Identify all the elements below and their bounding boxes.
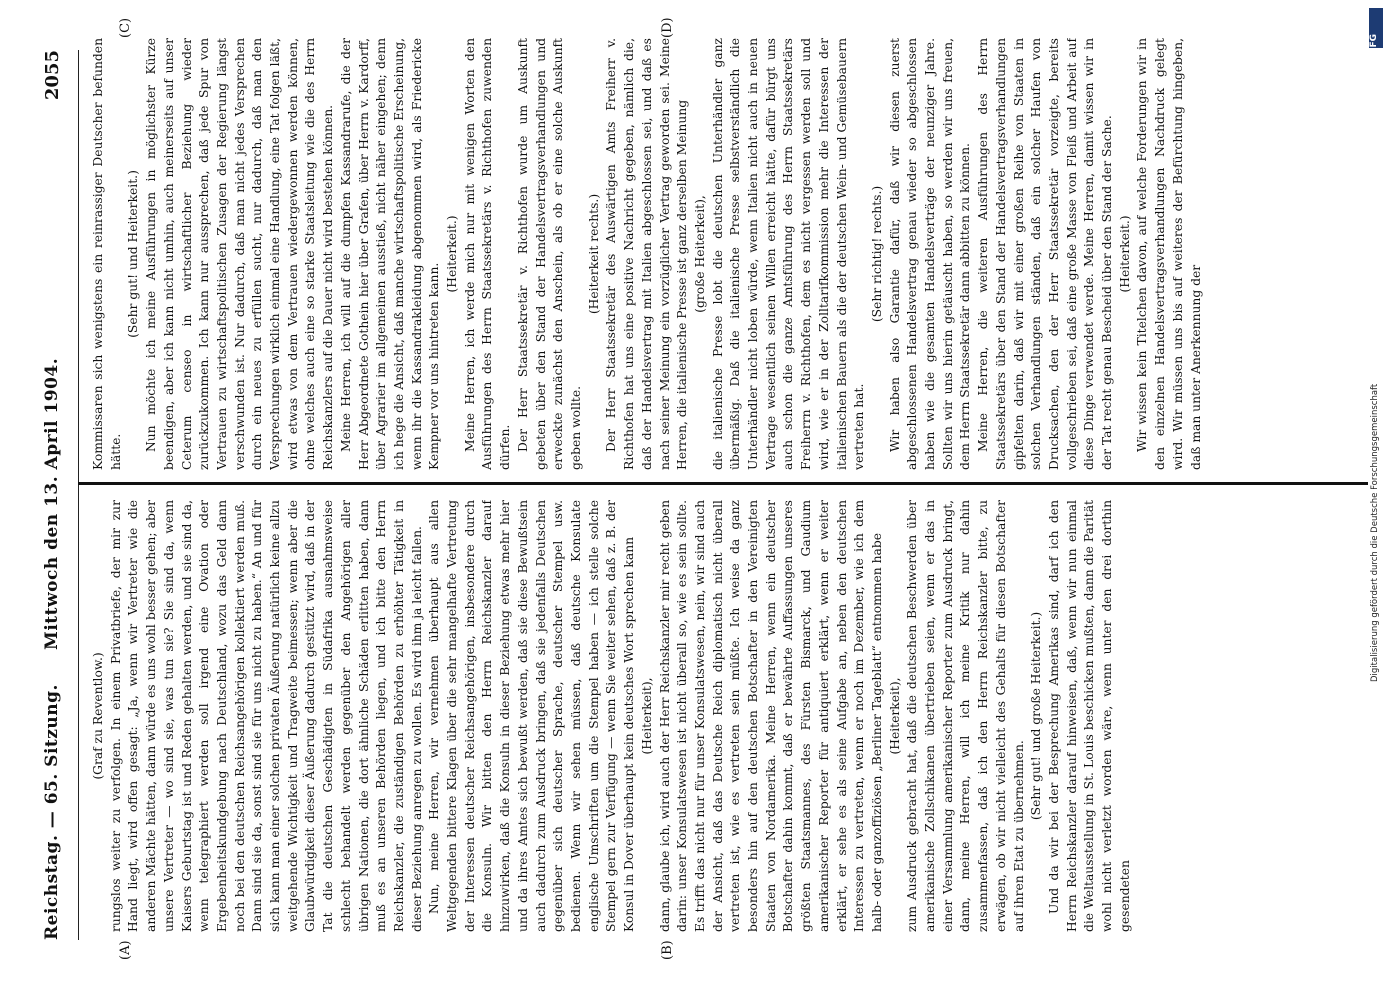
margin-marker-b: (B) bbox=[660, 940, 675, 960]
paragraph: Der Herr Staatssekretär v. Richthofen wurde um Auskunft gebeten über den Stand der Handelsvertragsverhandlungen und erweckte zunächst den Anschein, als ob er eine solche Auskunft geben wollte. bbox=[515, 38, 583, 470]
paragraph: Der Herr Staatssekretär des Auswärtigen Amts Freiherr v. Richthofen hat uns eine positive Nachricht gegeben, nämlich die, daß der Handelsvertrag mit Italien abgeschlossen sei, und daß es nach seiner Meinung ein vorzüglicher Vertrag geworden sei. Meine Herren, die italienische Presse ist ganz derselben Meinung bbox=[604, 38, 690, 470]
paragraph: rungslos weiter zu verfolgen. In einem Privatbriefe, der mir zur Hand liegt, wird offen gesagt: „Ja, wenn wir Vertreter wie die anderen Mächte hätten, dann würde es uns wohl besser gehen; aber unsere Vertreter — wo sind sie, was tun sie? Sie sind da, wenn Kaisers Geburtstag ist und Reden gehalten werden, und sie sind da, wenn telegraphiert werden soll irgend eine Ovation oder Ergebenheitskundgebung nach Deutschland, wozu das Geld dann noch bei den deutschen Reichsangehörigen kollektiert werden muß. Dann sind sie da, sonst sind sie für uns nicht zu haben.“ An und für sich kann man einer solchen privaten Äußerung natürlich keine allzu weitgehende Wichtigkeit und Tragweite beimessen; wenn aber die Glaubwürdigkeit dieser Äußerung dadurch gestützt wird, daß in der Tat die deutschen Geschädigten in Südafrika ausnahmsweise schlecht behandelt werden gegenüber den Angehörigen aller übrigen Nationen, die dort ähnliche Schäden erlitten haben, dann muß es an unseren Behörden liegen, und ich bitte den Herrn Reichskanzler, die zuständigen Behörden zu erhöhter Tätigkeit in dieser Beziehung anregen zu wollen. Es wird ihm ja leicht fallen. bbox=[108, 500, 424, 932]
paragraph: Kommissaren sich wenigstens ein reinrassiger Deutscher befunden hätte. bbox=[91, 38, 123, 470]
interjection: (Heiterkeit), bbox=[639, 677, 654, 755]
column-divider bbox=[78, 482, 1368, 485]
paragraph: zum Ausdruck gebracht hat, daß die deutschen Beschwerden über amerikanische Zollschikanen übertrieben seien, wenn er das in einer Versammlung amerikanischer Reporter zum Ausdruck bringt, dann, meine Herren, will ich meine Kritik nur dahin zusammenfassen, daß ich den Herrn Reichskanzler bitte, zu erwägen, ob wir nicht vielleicht des Gehalts für diesen Botschafter auf ihren Etat zu übernehmen. bbox=[905, 500, 1026, 932]
header-rule bbox=[78, 50, 79, 940]
interjection: (Heiterkeit.) bbox=[445, 215, 460, 293]
right-column bbox=[90, 38, 1370, 470]
credit-text: Digitalisierung gefördert durch die Deutsche Forschungsgemeinschaft bbox=[1370, 383, 1380, 682]
interjection: (Sehr gut! und große Heiterkeit.) bbox=[1029, 611, 1044, 821]
paragraph: Nun, meine Herren, wir vernehmen überhaupt aus allen Weltgegenden bittere Klagen über die sehr mangelhafte Vertretung der Interessen deutscher Reichsangehörigen, insbesondere durch die Konsuln. Wir bitten den Herrn Reichskanzler darauf hinzuwirken, daß die Konsuln in dieser Beziehung etwas mehr hier und da ihres Amtes sich bewußt werden, daß sie diese Bewußtsein auch dadurch zum Ausdruck bringen, daß sie jedenfalls Deutschen gegenüber sich deutscher Sprache, deutscher Stempel usw. bedienen. Wenn wir sehen müssen, daß deutsche Konsulate englische Umschriften um die Stempel haben — ich stelle solche Stempel gern zur Verfügung — wenn Sie weiter sehen, daß z. B. der Konsul in Dover überhaupt kein deutsches Wort sprechen kann bbox=[427, 500, 637, 932]
header-date: Mittwoch den 13. April 1904. bbox=[42, 357, 62, 650]
margin-marker-c: (C) bbox=[118, 17, 133, 38]
left-column bbox=[90, 500, 1370, 932]
interjection: (Sehr richtig! rechts.) bbox=[869, 185, 884, 323]
interjection: (Heiterkeit rechts.) bbox=[586, 193, 601, 315]
paragraph: Meine Herren, ich will auf die dumpfen Kassandrarufe, die der Herr Abgeordnete Gothein hier über Grafen, über Herrn v. Kardorff, über Agrarier im allgemeinen ausstieß, nicht näher eingehen; denn ich hege die Ansicht, daß manche wirtschaftspolitische Erscheinung, wenn ihr die Kassandrakleidung abgenommen wird, als Friedericke Kempner vor uns hintreten kann. bbox=[338, 38, 442, 470]
paragraph: Wir haben also Garantie dafür, daß wir diesen zuerst abgeschlossenen Handelsvertrag genau wieder so abgeschlossen haben wie die gesamten Handelsverträge der neunziger Jahre. Sollten wir uns hierin getäuscht haben, so werden wir uns freuen, dem Herrn Staatssekretär dann abbitten zu können. bbox=[887, 38, 973, 470]
speaker-label: (Graf zu Reventlow.) bbox=[91, 652, 105, 780]
paragraph: Und da wir bei der Besprechung Amerikas sind, darf ich den Herrn Reichskanzler darauf hinweisen, daß, wenn wir nun einmal die Weltausstellung in St. Louis beschicken mußten, dann die Parität wohl nicht verletzt worden wäre, wenn unter den drei dorthin gesendeten bbox=[1046, 500, 1132, 932]
interjection: (große Heiterkeit), bbox=[692, 195, 707, 313]
paragraph: Meine Herren, ich werde mich nur mit wenigen Worten den Ausführungen des Herrn Staatssekretärs v. Richthofen zuwenden dürfen. bbox=[462, 38, 513, 470]
margin-marker-a: (A) bbox=[118, 940, 133, 960]
paragraph: die italienische Presse lobt die deutschen Unterhändler ganz übermäßig. Daß die italienische Presse selbstverständlich die Unterhändler nicht loben würde, wenn Italien nicht auch in neuen Vertrage wesentlich seinen Willen erreicht hätte, dafür bürgt uns auch schon die ganze Amtsführung des Herrn Staatssekretärs Freiherrn v. Richthofen, dem es nicht vergessen werden soll und wird, wie er in der Zolltarifkommission mehr die Interessen der italienischen Bauern als die der deutschen Wein- und Gemüsebauern vertreten hat. bbox=[710, 38, 867, 470]
header-session: Reichstag. — 65. Sitzung. bbox=[42, 684, 62, 940]
interjection: (Heiterkeit), bbox=[887, 677, 902, 755]
dfg-logo bbox=[1369, 8, 1383, 55]
interjection: (Sehr gut! und Heiterkeit.) bbox=[126, 170, 141, 338]
paragraph: Wir wissen kein Titelchen davon, auf welche Forderungen wir in den einzelnen Handelsvertragsverhandlungen Nachdruck gelegt wird. Wir müssen uns bis auf weiteres der Befürchtung hingeben, daß man unter Anerkennung der bbox=[1135, 38, 1203, 470]
paragraph: dann, glaube ich, wird auch der Herr Reichskanzler mir recht geben darin: unser Konsulatswesen ist nicht überall so, wie es sein sollte. Es trifft das nicht nur für unser Konsulatswesen, nein, wir sind auch der Ansicht, daß das Deutsche Reich diplomatisch nicht überall vertreten ist, wie es vertreten sein müßte. Ich weise da ganz besonders hin auf den deutschen Botschafter in den Vereinigten Staaten von Nordamerika. Meine Herren, wenn ein deutscher Botschafter dahin kommt, daß er bewährte Auffassungen unseres größten Staatsmannes, des Fürsten Bismarck, und Gaudium amerikanischer Reporter für antiquiert erklärt, wenn er weiter erklärt, er sehe es als seine Aufgabe an, neben den deutschen Interessen zu vertreten, wenn er noch im Dezember, wie ich dem halb- oder ganzoffiziösen „Berliner Tageblatt“ entnommen habe bbox=[657, 500, 884, 932]
interjection: (Heiterkeit.) bbox=[1117, 215, 1132, 293]
paragraph: Meine Herren, die weiteren Ausführungen des Herrn Staatssekretärs über den Stand der Handelsvertragsverhandlungen gipfelten darin, daß wir mit einer großen Reihe von Staaten in solchen Verhandlungen ständen, daß ein solcher Haufen von Drucksachen, den der Herr Staatssekretär vorzeigte, bereits vollgeschrieben sei, daß eine große Masse von Fleiß und Arbeit auf diese Dinge verwendet werde. Meine Herren, damit wissen wir in der Tat recht genau Bescheid über den Stand der Sache. bbox=[976, 38, 1115, 470]
paragraph: Nun möchte ich meine Ausführungen in möglichster Kürze beendigen, aber ich kann nicht umhin, auch meinerseits auf unser Ceterum censeo in wirtschaftlicher Beziehung wieder zurückzukommen. Ich kann nur aussprechen, daß jede Spur von Vertrauen zu wirtschaftspolitischen Zusagen der Regierung längst verschwunden ist. Nur dadurch, daß man nicht jedes Versprechen durch ein neues zu erfüllen sucht, nur dadurch, daß man den Versprechungen wirklich einmal eine Handlung, eine Tat folgen läßt, wird etwas von dem Vertrauen wiedergewonnen werden können, ohne welches auch eine so starke Staatsleitung wie die des Herrn Reichskanzlers auf die Dauer nicht wird bestehen können. bbox=[144, 38, 336, 470]
page-number: 2055 bbox=[42, 50, 63, 101]
dfg-logo-text: DFG bbox=[1369, 33, 1379, 55]
page-header bbox=[42, 50, 72, 940]
margin-marker-d: (D) bbox=[660, 17, 675, 38]
digitization-credit bbox=[1369, 52, 1383, 682]
